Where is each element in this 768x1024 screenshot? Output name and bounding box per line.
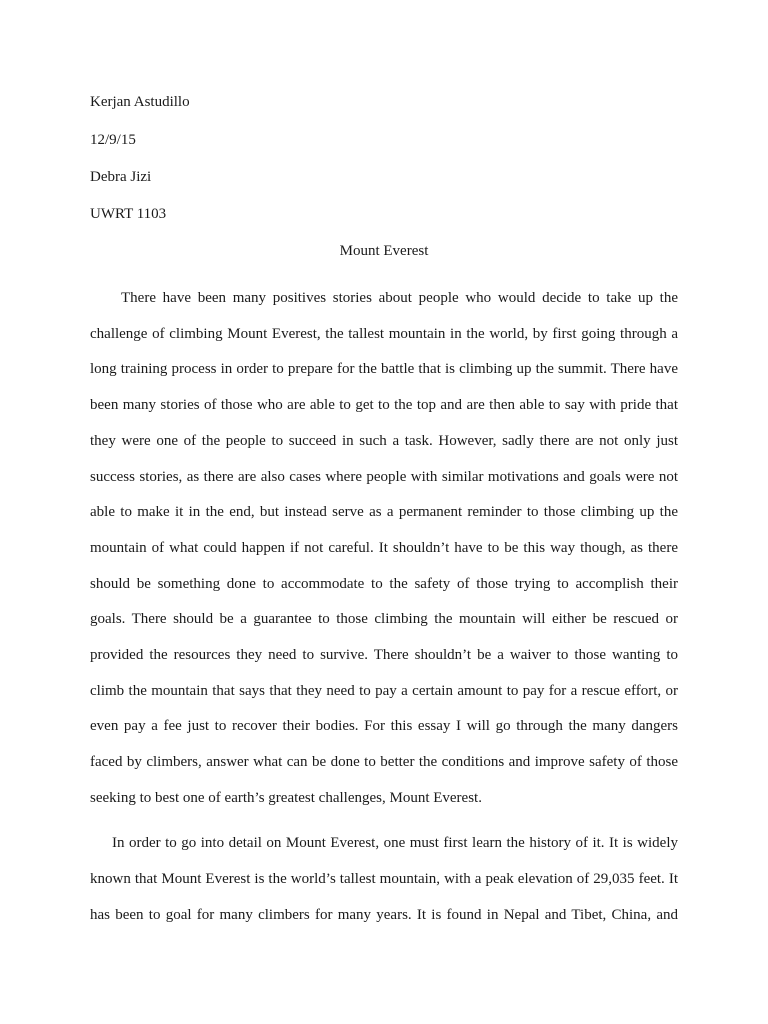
paragraph-line: even pay a fee just to recover their bodies. For this essay I will go through the many dangers bbox=[90, 718, 678, 734]
paragraph-line: should be something done to accommodate to the safety of those trying to accomplish their bbox=[90, 576, 678, 592]
paragraph-line: goals. There should be a guarantee to those climbing the mountain will either be rescued or bbox=[90, 611, 678, 627]
paragraph-line: provided the resources they need to survive. There shouldn’t be a waiver to those wanting to bbox=[90, 647, 678, 663]
author-name: Kerjan Astudillo bbox=[90, 94, 190, 110]
instructor-name: Debra Jizi bbox=[90, 169, 152, 185]
paragraph-line: has been to goal for many climbers for many years. It is found in Nepal and Tibet, China, and bbox=[90, 907, 678, 923]
paragraph-line: faced by climbers, answer what can be done to better the conditions and improve safety of those bbox=[90, 754, 678, 770]
paragraph-line: been many stories of those who are able to get to the top and are then able to say with pride that bbox=[90, 397, 678, 413]
paragraph-line: able to make it in the end, but instead serve as a permanent reminder to those climbing up the bbox=[90, 504, 678, 520]
paragraph-line: mountain of what could happen if not careful. It shouldn’t have to be this way though, as there bbox=[90, 540, 678, 556]
paragraph-line: known that Mount Everest is the world’s tallest mountain, with a peak elevation of 29,035 feet. It bbox=[90, 871, 678, 887]
essay-date: 12/9/15 bbox=[90, 132, 136, 148]
essay-title: Mount Everest bbox=[339, 243, 429, 259]
paragraph-line: seeking to best one of earth’s greatest challenges, Mount Everest. bbox=[90, 790, 482, 806]
paragraph-line: success stories, as there are also cases where people with similar motivations and goals were not bbox=[90, 469, 678, 485]
paragraph-line: climb the mountain that says that they need to pay a certain amount to pay for a rescue effort, or bbox=[90, 683, 678, 699]
paragraph-line: they were one of the people to succeed in such a task. However, sadly there are not only just bbox=[90, 433, 678, 449]
course-code: UWRT 1103 bbox=[90, 206, 167, 222]
paragraph-line: In order to go into detail on Mount Everest, one must first learn the history of it. It is widely bbox=[112, 835, 678, 851]
paragraph-line: There have been many positives stories about people who would decide to take up the bbox=[121, 290, 678, 306]
paragraph-line: challenge of climbing Mount Everest, the tallest mountain in the world, by first going through a bbox=[90, 326, 678, 342]
paragraph-line: long training process in order to prepare for the battle that is climbing up the summit. There have bbox=[90, 361, 678, 377]
